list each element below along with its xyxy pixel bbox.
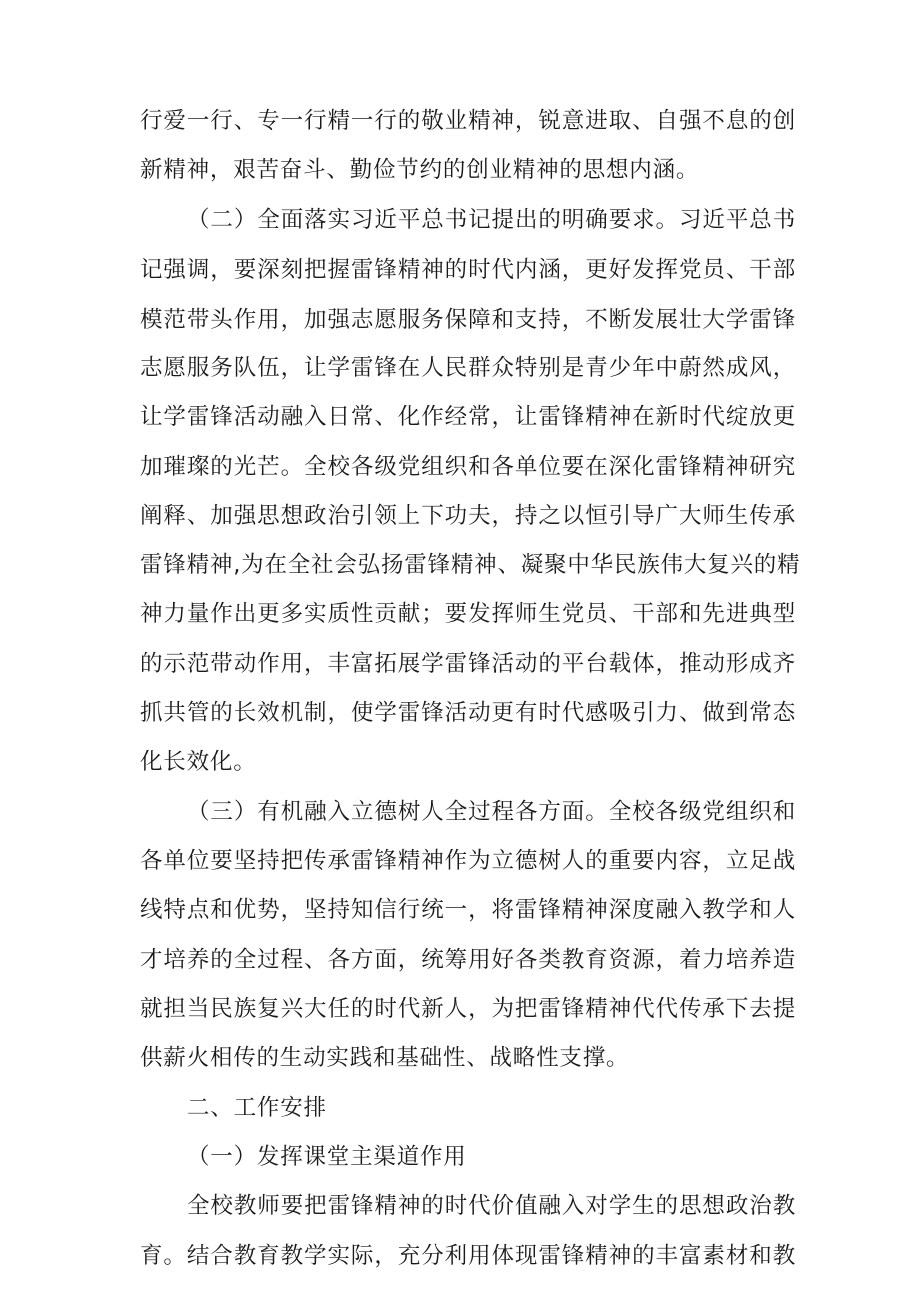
text-line: 志愿服务队伍，让学雷锋在人民群众特别是青少年中蔚然成风，: [140, 355, 796, 381]
text-line: 各单位要坚持把传承雷锋精神作为立德树人的重要内容，立足战: [140, 848, 796, 874]
text-line: 雷锋精神,为在全社会弘扬雷锋精神、凝聚中华民族伟大复兴的精: [140, 552, 801, 578]
text-line: 神力量作出更多实质性贡献；要发挥师生党员、干部和先进典型: [140, 601, 796, 627]
text-line: （二）全面落实习近平总书记提出的明确要求。习近平总书: [187, 207, 796, 233]
text-line: 化长效化。: [140, 749, 257, 775]
text-line: 加璀璨的光芒。全校各级党组织和各单位要在深化雷锋精神研究: [140, 454, 796, 480]
text-line: 全校教师要把雷锋精神的时代价值融入对学生的思想政治教: [187, 1193, 796, 1219]
text-line: 记强调，要深刻把握雷锋精神的时代内涵，更好发挥党员、干部: [140, 257, 796, 283]
text-line: 就担当民族复兴大任的时代新人，为把雷锋精神代代传承下去提: [140, 996, 796, 1022]
text-line: 才培养的全过程、各方面，统筹用好各类教育资源，着力培养造: [140, 947, 796, 973]
text-line: 阐释、加强思想政治引领上下功夫，持之以恒引导广大师生传承: [140, 503, 796, 529]
text-line: 模范带头作用，加强志愿服务保障和支持，不断发展壮大学雷锋: [140, 307, 796, 333]
text-line: 的示范带动作用，丰富拓展学雷锋活动的平台载体，推动形成齐: [140, 651, 796, 677]
text-line: 线特点和优势，坚持知信行统一，将雷锋精神深度融入教学和人: [140, 897, 796, 923]
text-line: 供薪火相传的生动实践和基础性、战略性支撑。: [140, 1045, 630, 1071]
subsection-heading: （一）发挥课堂主渠道作用: [187, 1144, 467, 1170]
text-line: 育。结合教育教学实际，充分利用体现雷锋精神的丰富素材和教: [140, 1243, 796, 1269]
text-line: 新精神，艰苦奋斗、勤俭节约的创业精神的思想内涵。: [140, 157, 700, 183]
text-line: 抓共管的长效机制，使学雷锋活动更有时代感吸引力、做到常态: [140, 700, 796, 726]
text-line: 让学雷锋活动融入日常、化作经常，让雷锋精神在新时代绽放更: [140, 404, 796, 430]
text-line: 行爱一行、专一行精一行的敬业精神，锐意进取、自强不息的创: [140, 108, 796, 134]
text-line: （三）有机融入立德树人全过程各方面。全校各级党组织和: [187, 799, 796, 825]
section-heading: 二、工作安排: [187, 1095, 327, 1121]
